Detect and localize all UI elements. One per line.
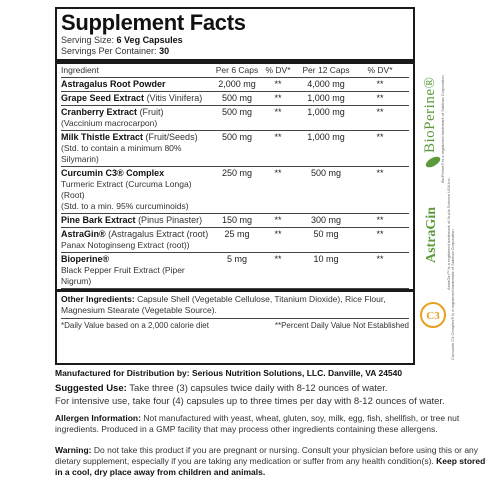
table-row — [61, 214, 409, 228]
amount-cell: 50 mg — [313, 229, 339, 239]
amount-cell: ** — [376, 229, 384, 239]
suggested-use: Suggested Use: Take three (3) capsules twice daily with 8-12 ounces of water. — [55, 383, 388, 394]
bioperine-wordmark: BioPerine® — [422, 76, 438, 153]
ingredient-name: Grape Seed Extract — [61, 93, 145, 103]
amount-cell: 1,000 mg — [307, 93, 345, 103]
amount-cell: ** — [376, 132, 384, 142]
amount-cell: ** — [376, 79, 384, 89]
ingredient-name: Astragalus Root Powder — [61, 79, 166, 89]
ingredient-name: Curcumin C3® Complex — [61, 168, 165, 178]
amount-cell: ** — [274, 168, 282, 178]
amount-cell: ** — [274, 229, 282, 239]
allergen-info: Allergen Information: Not manufactured with yeast, wheat, gluten, soy, milk, egg, fish, shellfish, or tree nut ingredients. Produced in a GMP facility that may process other ingredients containing these allergens. — [55, 413, 460, 434]
svg-text:C3: C3 — [426, 310, 440, 322]
ingredient-name: Bioperine® — [61, 254, 110, 264]
amount-cell: 25 mg — [224, 229, 250, 239]
warning: Warning: Do not take this product if you are pregnant or nursing. Consult your physician before using this or any dietary supplement, especially if you are taking any medication or suffer from any health condition(s). Keep stored in a cool, dry place away from children and animals. — [55, 445, 486, 477]
amount-cell: 250 mg — [221, 168, 253, 178]
amount-cell: ** — [274, 132, 282, 142]
amount-cell: 500 mg — [221, 132, 253, 142]
ingredient-name-cell — [61, 254, 213, 287]
amount-cell: 4,000 mg — [307, 79, 345, 89]
ingredient-source: (Fruit) — [139, 107, 164, 117]
ingredient-source: (Vitis Vinifera) — [146, 93, 203, 103]
other-ingredients: Other Ingredients: Capsule Shell (Vegetable Cellulose, Titanium Dioxide), Rice Flour, Magnesium Stearate (Vegetable Source). — [61, 292, 409, 319]
table-row — [61, 228, 409, 253]
ingredient-name-cell — [61, 107, 213, 129]
serving-size: Serving Size: 6 Veg Capsules — [61, 35, 183, 45]
table-row — [61, 92, 409, 106]
amount-cell: ** — [274, 107, 282, 117]
ingredient-detail: Black Pepper Fruit Extract (Piper Nigrum) — [61, 265, 185, 286]
ingredient-name-cell — [61, 215, 213, 226]
amount-cell: 300 mg — [310, 215, 342, 225]
amount-cell: ** — [376, 254, 384, 264]
ingredient-name: Milk Thistle Extract — [61, 132, 144, 142]
amount-cell: ** — [274, 79, 282, 89]
amount-cell: 2,000 mg — [218, 79, 256, 89]
amount-cell: ** — [274, 93, 282, 103]
manufacturer-line: Manufactured for Distribution by: Serious Nutrition Solutions, LLC. Danville, VA 24540 — [55, 368, 403, 378]
dv-notes: *Daily Value based on a 2,000 calorie diet **Percent Daily Value Not Established — [61, 321, 409, 330]
amount-cell: ** — [274, 215, 282, 225]
servings-per-container: Servings Per Container: 30 — [61, 46, 170, 56]
table-row — [61, 78, 409, 92]
c3-note: Curcumin C3 Complex® is a registered trademark of Sabinsa Corporation — [450, 229, 455, 360]
table-row — [61, 106, 409, 131]
ingredient-detail: Turmeric Extract (Curcuma Longa) (Root) — [61, 179, 192, 200]
ingredient-name-cell — [61, 79, 213, 90]
table-row — [61, 167, 409, 214]
amount-cell: ** — [376, 215, 384, 225]
astragin-note: AstraGin™ is a registered trademark of NuLiv Science USA Inc. — [446, 177, 451, 290]
bioperine-logo — [420, 55, 450, 195]
table-row — [61, 253, 409, 289]
astragin-wordmark: AstraGin — [424, 207, 439, 263]
amount-cell: 1,000 mg — [307, 132, 345, 142]
ingredient-name-cell — [61, 229, 213, 251]
c3-seal-icon — [420, 302, 446, 328]
amount-cell: 5 mg — [226, 254, 247, 264]
amount-cell: 1,000 mg — [307, 107, 345, 117]
ingredient-name: Pine Bark Extract — [61, 215, 136, 225]
ingredient-detail: (Vaccinium macrocarpon) — [61, 118, 158, 128]
amount-cell: ** — [376, 107, 384, 117]
amount-cell: 500 mg — [221, 93, 253, 103]
ingredient-name-cell — [61, 93, 213, 104]
ingredient-name: AstraGin® — [61, 229, 106, 239]
amount-cell: ** — [376, 168, 384, 178]
supplement-facts-panel — [55, 7, 415, 365]
ingredient-detail-2: (Std. to a min. 95% curcuminoids) — [61, 201, 189, 211]
table-row — [61, 131, 409, 167]
ingredient-detail: (Std. to contain a minimum 80% Silymarin) — [61, 143, 182, 164]
amount-cell: 500 mg — [221, 107, 253, 117]
amount-cell: 500 mg — [310, 168, 342, 178]
suggested-use-2: For intensive use, take four (4) capsules up to three times per day with 8-12 ounces of water. — [55, 396, 445, 407]
amount-cell: 150 mg — [221, 215, 253, 225]
amount-cell: ** — [274, 254, 282, 264]
ingredient-source: (Astragalus Extract (root) — [108, 229, 209, 239]
ingredient-name-cell — [61, 132, 213, 165]
ingredient-name-cell — [61, 168, 213, 212]
ingredient-source: (Pinus Pinaster) — [138, 215, 203, 225]
ingredient-detail: Panax Notoginseng Extract (root)) — [61, 240, 190, 250]
leaf-icon — [424, 155, 442, 169]
facts-title: Supplement Facts — [61, 10, 246, 35]
amount-cell: 10 mg — [313, 254, 339, 264]
ingredient-source: (Fruit/Seeds) — [145, 132, 198, 142]
ingredient-name: Cranberry Extract — [61, 107, 138, 117]
bioperine-note: BioPerine® is a registered trademark of Sabinsa Corporation — [440, 75, 445, 183]
amount-cell: ** — [376, 93, 384, 103]
table-header: Ingredient Per 6 Caps % DV* Per 12 Caps % DV* — [61, 64, 409, 78]
